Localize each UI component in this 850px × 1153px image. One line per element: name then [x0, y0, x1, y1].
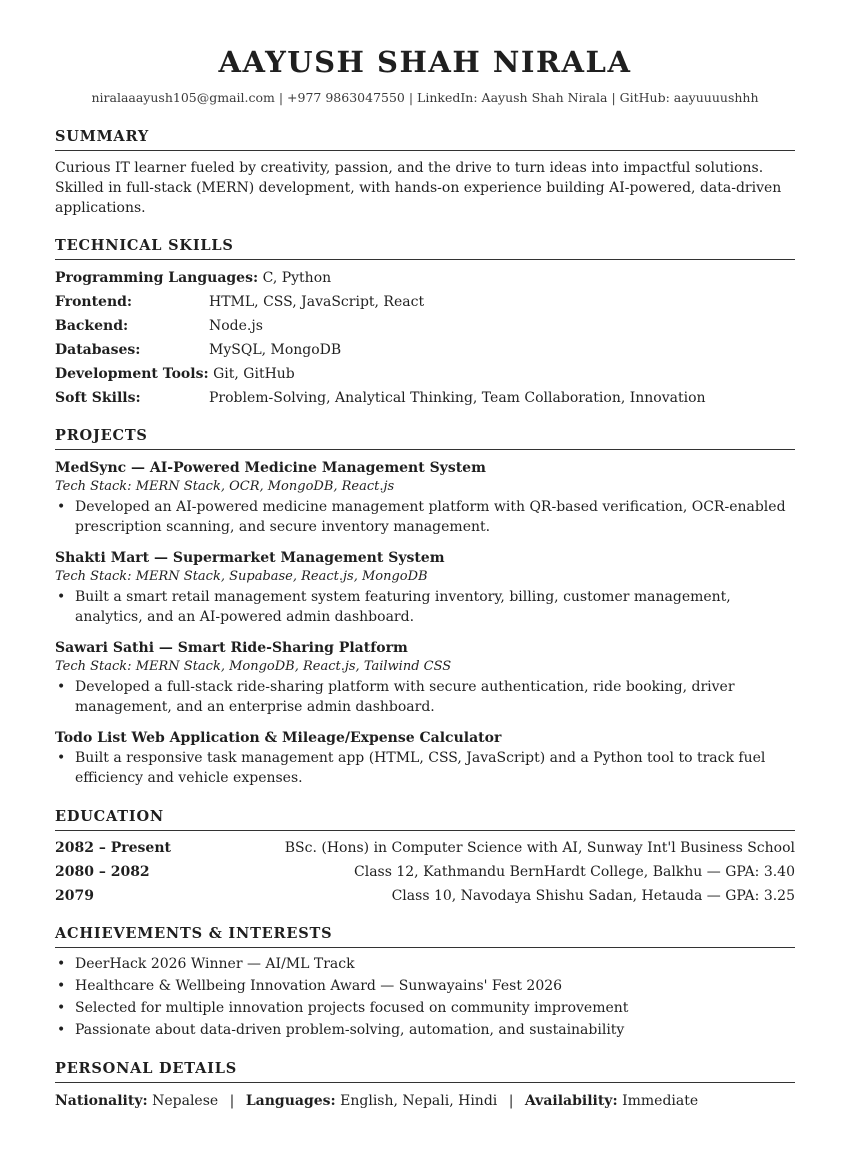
education-row — [55, 863, 795, 881]
skill-value: Problem-Solving, Analytical Thinking, Team Collaboration, Innovation — [209, 390, 706, 406]
skill-value: Node.js — [209, 318, 263, 334]
nationality-label: Nationality: — [55, 1093, 148, 1109]
skill-label: Backend: — [55, 318, 129, 334]
bullet-text — [75, 497, 795, 537]
project-title: Sawari Sathi — Smart Ride-Sharing Platform — [55, 640, 408, 656]
skill-row — [55, 389, 795, 407]
skill-row — [55, 269, 795, 287]
bullet-dot: • — [57, 978, 66, 994]
skill-label: Frontend: — [55, 294, 133, 310]
bullet-text — [75, 587, 795, 627]
project-tech-stack: Tech Stack: MERN Stack, Supabase, React.js, MongoDB — [55, 569, 428, 584]
achievement-text: Healthcare & Wellbeing Innovation Award — Sunwayains' Fest 2026 — [75, 978, 563, 994]
bullet-line: management, and an enterprise admin dashboard. — [75, 699, 435, 715]
bullet-dot: • — [57, 1022, 66, 1038]
summary-line: Curious IT learner fueled by creativity, passion, and the drive to turn ideas into impactful solutions. — [55, 160, 764, 176]
bullet-line: Built a responsive task management app (HTML, CSS, JavaScript) and a Python tool to track fuel — [75, 750, 766, 766]
education-desc: Class 10, Navodaya Shishu Sadan, Hetauda — GPA: 3.25 — [391, 888, 795, 904]
skill-row — [55, 317, 795, 335]
education-years: 2079 — [55, 888, 94, 904]
languages-label: Languages: — [245, 1093, 336, 1109]
bullet-line: Developed an AI-powered medicine management platform with QR-based verification, OCR-enabled — [75, 499, 786, 515]
bullet-dot: • — [57, 679, 66, 695]
bullet-dot: • — [57, 1000, 66, 1016]
bullet-dot: • — [57, 956, 66, 972]
section-heading-projects: PROJECTS — [55, 427, 795, 450]
skill-label: Soft Skills: — [55, 390, 141, 406]
summary-line: applications. — [55, 200, 146, 216]
bullet-line: efficiency and vehicle expenses. — [75, 770, 303, 786]
separator: | — [229, 1093, 235, 1109]
section-heading-personal: PERSONAL DETAILS — [55, 1060, 795, 1083]
bullet-line: Built a smart retail management system featuring inventory, billing, customer management, — [75, 589, 731, 605]
project-tech-stack: Tech Stack: MERN Stack, MongoDB, React.js, Tailwind CSS — [55, 659, 452, 674]
availability-label: Availability: — [524, 1093, 618, 1109]
skill-row — [55, 365, 795, 383]
achievement-text: Passionate about data-driven problem-solving, automation, and sustainability — [75, 1022, 625, 1038]
skill-value: C, Python — [262, 270, 332, 286]
skill-value: Git, GitHub — [213, 366, 295, 382]
section-heading-achievements: ACHIEVEMENTS & INTERESTS — [55, 925, 795, 948]
personal-details-line — [55, 1092, 698, 1110]
skill-row — [55, 293, 795, 311]
project-title: Shakti Mart — Supermarket Management System — [55, 550, 445, 566]
bullet-line: prescription scanning, and secure inventory management. — [75, 519, 491, 535]
bullet-dot: • — [57, 499, 66, 515]
skill-label: Programming Languages: — [55, 270, 259, 286]
summary-text — [55, 158, 795, 218]
section-heading-summary: SUMMARY — [55, 128, 795, 151]
education-row — [55, 887, 795, 905]
education-years: 2080 – 2082 — [55, 864, 150, 880]
section-heading-education: EDUCATION — [55, 808, 795, 831]
project-title: Todo List Web Application & Mileage/Expense Calculator — [55, 730, 502, 746]
skill-row — [55, 341, 795, 359]
section-heading-skills: TECHNICAL SKILLS — [55, 237, 795, 260]
contact-line: niralaaayush105@gmail.com | +977 9863047550 | LinkedIn: Aayush Shah Nirala | GitHub: aayuuuushhh — [91, 90, 759, 105]
bullet-text — [75, 677, 795, 717]
bullet-dot: • — [57, 589, 66, 605]
skill-label: Databases: — [55, 342, 141, 358]
availability-value: Immediate — [622, 1093, 699, 1109]
skill-label: Development Tools: — [55, 366, 209, 382]
achievement-text: Selected for multiple innovation projects focused on community improvement — [75, 1000, 629, 1016]
bullet-text — [75, 748, 795, 788]
bullet-dot: • — [57, 750, 66, 766]
candidate-name: AAYUSH SHAH NIRALA — [218, 45, 632, 79]
education-row — [55, 839, 795, 857]
achievement-text: DeerHack 2026 Winner — AI/ML Track — [75, 956, 355, 972]
project-tech-stack: Tech Stack: MERN Stack, OCR, MongoDB, React.js — [55, 479, 395, 494]
nationality-value: Nepalese — [152, 1093, 219, 1109]
skill-value: HTML, CSS, JavaScript, React — [209, 294, 425, 310]
skill-value: MySQL, MongoDB — [209, 342, 342, 358]
education-desc: Class 12, Kathmandu BernHardt College, Balkhu — GPA: 3.40 — [354, 864, 795, 880]
bullet-line: analytics, and an AI-powered admin dashboard. — [75, 609, 415, 625]
education-years: 2082 – Present — [55, 840, 171, 856]
separator: | — [508, 1093, 514, 1109]
project-title: MedSync — AI-Powered Medicine Management System — [55, 460, 486, 476]
summary-line: Skilled in full-stack (MERN) development, with hands-on experience building AI-powered, data-driven — [55, 180, 782, 196]
languages-value: English, Nepali, Hindi — [340, 1093, 498, 1109]
bullet-line: Developed a full-stack ride-sharing platform with secure authentication, ride booking, driver — [75, 679, 735, 695]
education-desc: BSc. (Hons) in Computer Science with AI, Sunway Int'l Business School — [284, 840, 795, 856]
